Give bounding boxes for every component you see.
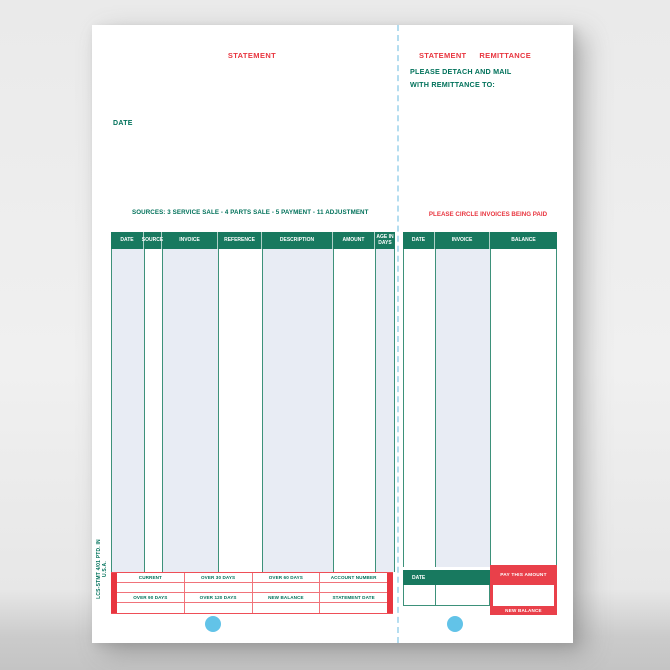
aging-value-cell [185, 583, 253, 592]
col-header-amount: AMOUNT [333, 232, 375, 249]
remittance-footer-date-label: DATE [412, 574, 426, 581]
table-column-reference [218, 249, 262, 572]
sources-legend: SOURCES: 3 SERVICE SALE - 4 PARTS SALE - 5 PAYMENT - 11 ADJUSTMENT [132, 209, 369, 216]
aging-cell-account-number: ACCOUNT NUMBER [330, 575, 377, 580]
col-header-reference: REFERENCE [218, 232, 262, 249]
aging-cell-statement-date: STATEMENT DATE [332, 595, 375, 600]
aging-cell-over60: OVER 60 DAYS [253, 573, 321, 582]
statement-form-sheet [92, 25, 573, 643]
statement-table-header [111, 232, 395, 249]
file-hole-right [447, 616, 463, 632]
pay-amount-entry-box [490, 585, 557, 606]
aging-summary-table [111, 572, 393, 614]
remittance-footer-cells [403, 585, 490, 606]
aging-grid [117, 573, 387, 613]
col-header-description: DESCRIPTION [262, 232, 333, 249]
table-column-source [144, 249, 162, 572]
rem-col-header-balance: BALANCE [511, 236, 536, 243]
aging-value-cell [117, 583, 185, 592]
detach-instructions [410, 66, 511, 91]
date-label: DATE [113, 120, 133, 127]
aging-value-cell [320, 603, 387, 613]
aging-value-cell [320, 583, 387, 592]
remittance-footer-invoice-cell [435, 585, 490, 605]
remittance-table-header [403, 232, 557, 249]
remittance-footer-date-bar [403, 570, 490, 585]
circle-invoices-note: PLEASE CIRCLE INVOICES BEING PAID [428, 211, 548, 218]
aging-label-row-2 [117, 593, 387, 602]
statement-table [111, 232, 395, 572]
detach-instructions-line1: PLEASE DETACH AND MAIL [410, 67, 512, 76]
aging-cell-new-balance: NEW BALANCE [253, 593, 321, 602]
rem-column-balance [490, 249, 557, 567]
detach-instructions-line2: WITH REMITTANCE TO: [410, 79, 495, 89]
aging-cell-over90: OVER 90 DAYS [117, 593, 185, 602]
aging-value-cell [253, 583, 321, 592]
table-column-date [111, 249, 144, 572]
statement-table-body [111, 249, 395, 572]
col-header-date: DATE [111, 232, 144, 249]
aging-label-row-1 [117, 573, 387, 582]
detach-perforation-line [397, 25, 399, 643]
statement-title: STATEMENT [227, 51, 277, 60]
rem-column-invoice [435, 249, 490, 567]
aging-value-cell [253, 603, 321, 613]
rem-col-header-invoice: INVOICE [435, 232, 490, 249]
table-column-invoice [162, 249, 218, 572]
aging-value-cell [117, 603, 185, 613]
table-column-description [262, 249, 333, 572]
aging-cell-current: CURRENT [117, 573, 185, 582]
aging-right-red-bar [387, 573, 393, 613]
table-column-amount [333, 249, 375, 572]
remittance-table [403, 232, 557, 567]
col-header-age-in-days: AGE IN DAYS [376, 234, 394, 246]
remittance-title-remittance: REMITTANCE [479, 51, 532, 60]
aging-cell-over30: OVER 30 DAYS [185, 573, 253, 582]
remittance-title-statement: STATEMENT [419, 51, 467, 60]
col-header-invoice: INVOICE [162, 232, 218, 249]
aging-cell-over120: OVER 120 DAYS [185, 593, 253, 602]
col-header-source: SOURCE [144, 232, 162, 249]
form-edge-code: LCS-STMT 4/01 PTD. IN U.S.A. [96, 539, 108, 599]
remittance-footer-date-cell [403, 585, 435, 605]
file-hole-left [205, 616, 221, 632]
aging-value-row-1 [117, 582, 387, 593]
aging-value-cell [185, 603, 253, 613]
rem-column-date [403, 249, 435, 567]
table-column-age-in-days [375, 249, 395, 572]
aging-value-row-2 [117, 602, 387, 613]
new-balance-bar: NEW BALANCE [490, 606, 557, 615]
remittance-table-body [403, 249, 557, 567]
rem-col-header-date: DATE [403, 232, 435, 249]
remittance-titles [419, 51, 531, 60]
pay-this-amount-box: PAY THIS AMOUNT [490, 565, 557, 585]
